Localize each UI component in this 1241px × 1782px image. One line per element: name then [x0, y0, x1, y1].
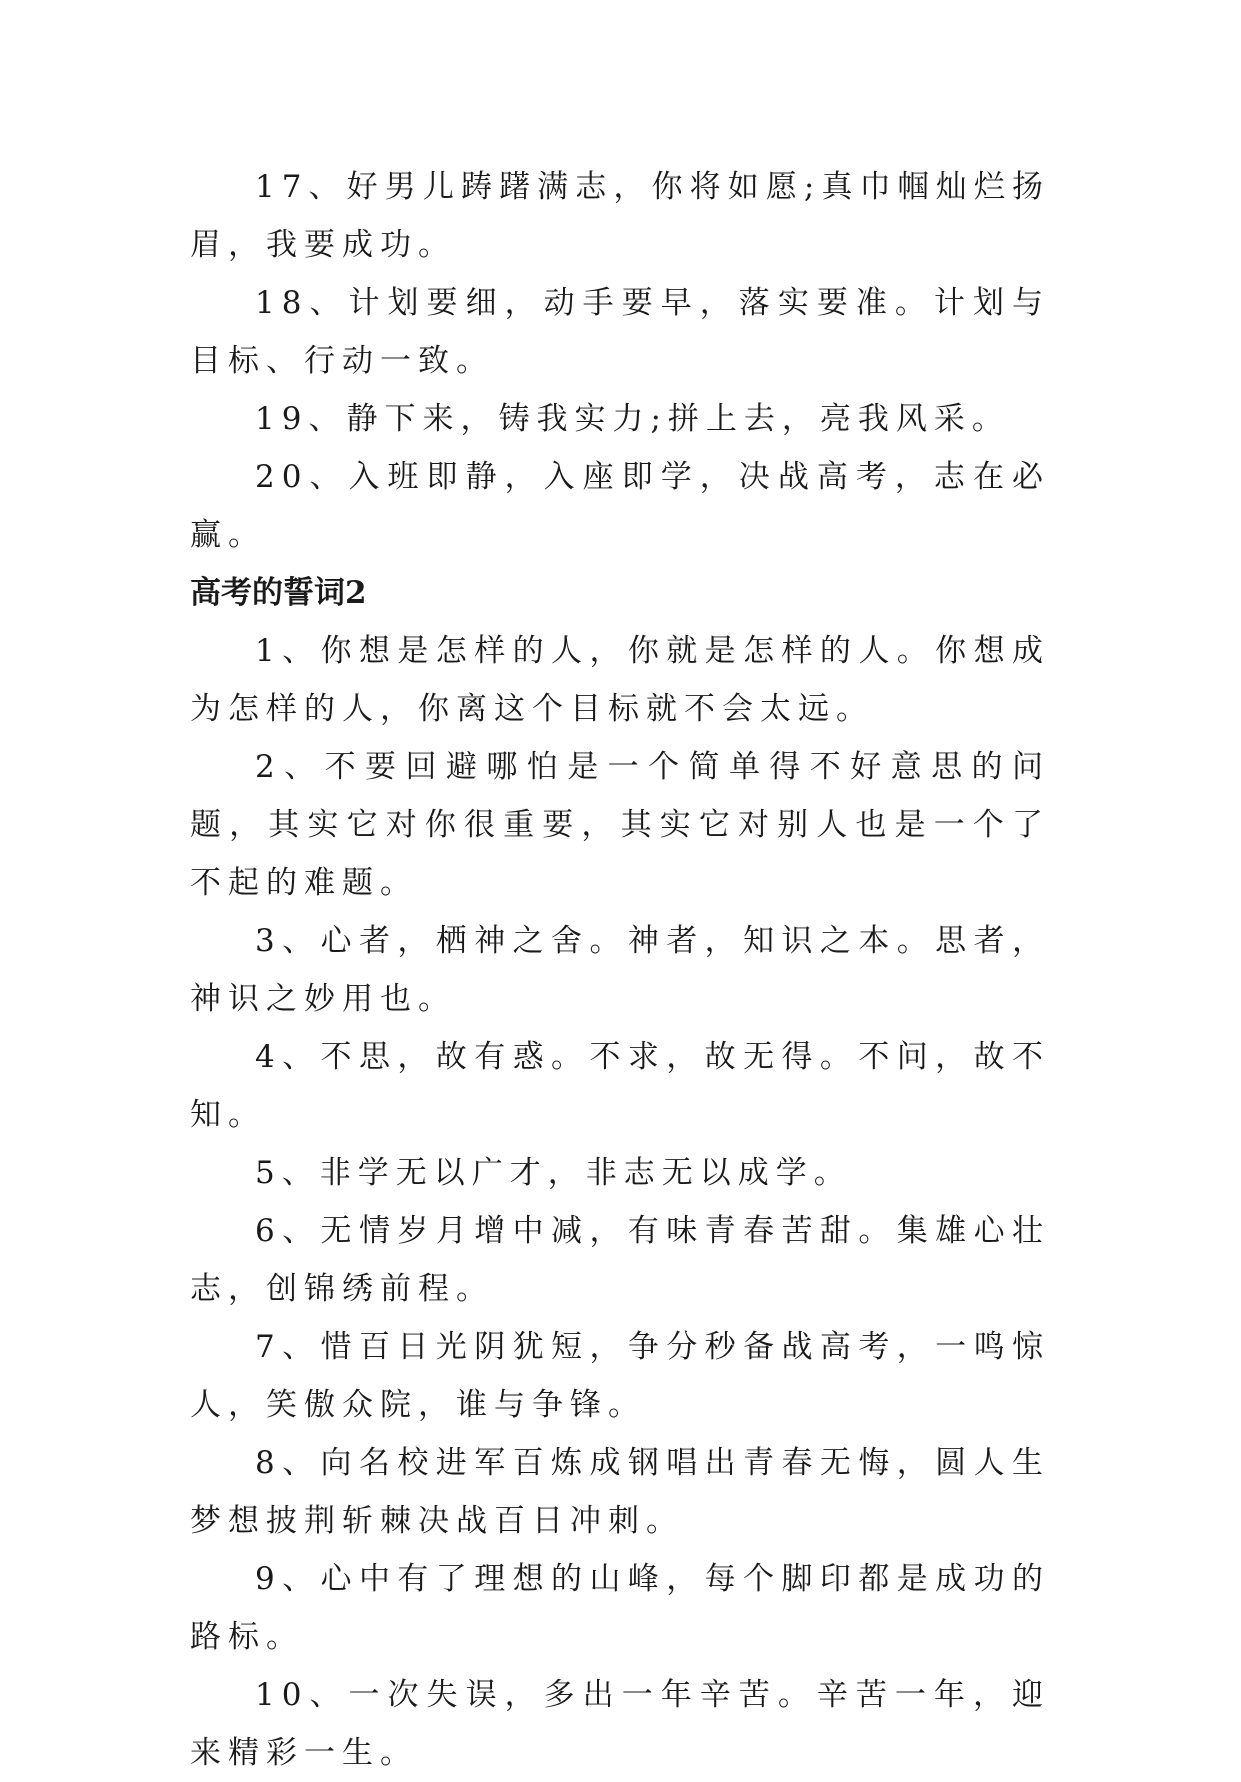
paragraph-5: 5、非学无以广才，非志无以成学。: [255, 1155, 852, 1191]
paragraph-9: 9、心中有了理想的山峰，每个脚印都是成功的路标。: [190, 1561, 1050, 1655]
paragraph-1: 1、你想是怎样的人，你就是怎样的人。你想成为怎样的人，你离这个目标就不会太远。: [190, 633, 1050, 727]
paragraph-2: 2、不要回避哪怕是一个简单得不好意思的问题，其实它对你很重要，其实它对别人也是一个了不起的难题。: [190, 749, 1050, 901]
paragraph-4: 4、不思，故有惑。不求，故无得。不问，故不知。: [190, 1039, 1050, 1133]
paragraph-7: 7、惜百日光阴犹短，争分秒备战高考，一鸣惊人，笑傲众院，谁与争锋。: [190, 1329, 1050, 1423]
paragraph-18: 18、计划要细，动手要早，落实要准。计划与目标、行动一致。: [190, 285, 1050, 379]
paragraph-6: 6、无情岁月增中减，有味青春苦甜。集雄心壮志，创锦绣前程。: [190, 1213, 1050, 1307]
paragraph-17: 17、好男儿踌躇满志，你将如愿;真巾帼灿烂扬眉，我要成功。: [190, 169, 1050, 263]
paragraph-8: 8、向名校进军百炼成钢唱出青春无悔，圆人生梦想披荆斩棘决战百日冲刺。: [190, 1445, 1050, 1539]
document-body: [190, 158, 1050, 1782]
section-heading: 高考的誓词2: [190, 575, 367, 611]
paragraph-19: 19、静下来，铸我实力;拼上去，亮我风采。: [255, 401, 1010, 437]
paragraph-10: 10、一次失误，多出一年辛苦。辛苦一年，迎来精彩一生。: [190, 1677, 1050, 1771]
paragraph-3: 3、心者，栖神之舍。神者，知识之本。思者，神识之妙用也。: [190, 923, 1050, 1017]
paragraph-20: 20、入班即静，入座即学，决战高考，志在必赢。: [190, 459, 1050, 553]
